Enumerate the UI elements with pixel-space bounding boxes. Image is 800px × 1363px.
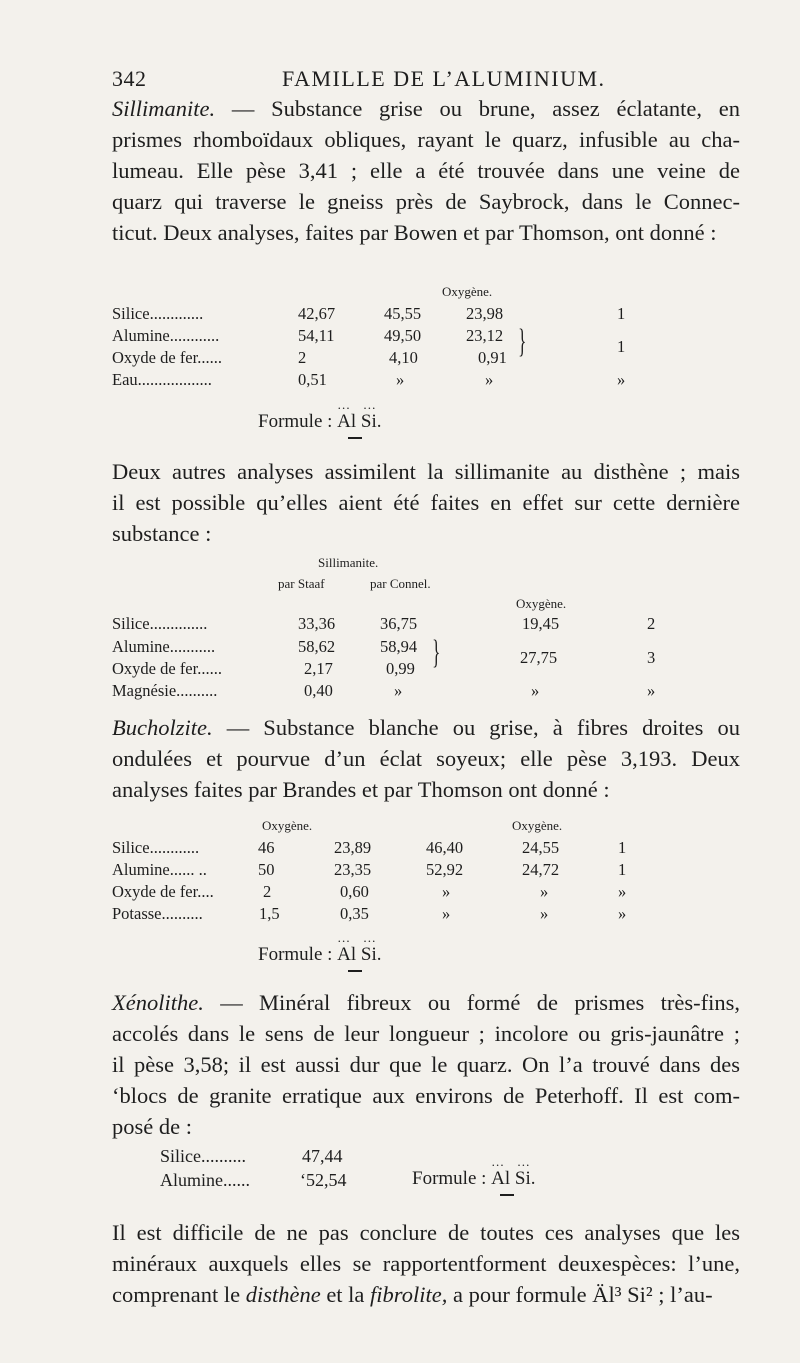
cell-value: 27,75 xyxy=(520,648,558,667)
cell-value: » xyxy=(618,882,627,901)
xenolithe-paragraph xyxy=(112,987,740,1142)
text-line: accolés dans le sens de leur longueur ; incolore ou gris-jaunâtre ; xyxy=(112,1021,740,1046)
mineral-name: Sillimanite. xyxy=(112,96,216,121)
row-label: Oxyde de fer.... xyxy=(112,882,214,901)
cell-value: 0,51 xyxy=(298,370,327,389)
cell-value: 33,36 xyxy=(298,614,336,633)
formula-label: Formule : xyxy=(258,944,333,965)
text-line: ondulées et pourvue d’un éclat soyeux; elle pèse 3,193. Deux xyxy=(112,746,740,771)
mineral-name: Bucholzite. xyxy=(112,715,213,740)
cell-value: » xyxy=(394,681,403,700)
oxygen-header: Oxygène. xyxy=(512,818,563,833)
formula-al: … Al xyxy=(491,1168,510,1190)
column-header: par Connel. xyxy=(370,576,431,591)
formula-si: … Si. xyxy=(361,944,382,966)
row-label: Silice............ xyxy=(112,838,200,857)
text-line: il pèse 3,58; il est aussi dur que le quarz. On l’a trouvé dans des xyxy=(112,1052,740,1077)
text-line: ticut. Deux analyses, faites par Bowen et par Thomson, ont donné : xyxy=(112,220,717,245)
cell-value: 46 xyxy=(258,838,275,857)
cell-value: 23,35 xyxy=(334,860,372,879)
cell-value: 24,55 xyxy=(522,838,560,857)
cell-value: 23,12 xyxy=(466,326,504,345)
cell-value: » xyxy=(442,882,451,901)
text-line: ‘blocs de granite erratique aux environs de Peterhoff. Il est com- xyxy=(112,1083,740,1108)
cell-value: 45,55 xyxy=(384,304,422,323)
cell-value: 54,11 xyxy=(298,326,335,345)
row-label: Silice............. xyxy=(112,304,204,323)
cell-value: 2 xyxy=(298,348,307,367)
row-label: Alumine............ xyxy=(112,326,220,345)
cell-value: 3 xyxy=(647,648,656,667)
cell-value: » xyxy=(617,370,626,389)
formula-al: … Al xyxy=(337,411,356,433)
formula-label: Formule : xyxy=(258,411,333,432)
cell-value: 36,75 xyxy=(380,614,418,633)
cell-value: ‘52,54 xyxy=(300,1170,347,1190)
oxygen-header: Oxygène. xyxy=(262,818,313,833)
cell-value: » xyxy=(540,882,549,901)
underline xyxy=(348,437,362,439)
formula xyxy=(258,944,382,966)
row-label: Alumine...... xyxy=(160,1170,250,1190)
cell-value: » xyxy=(647,681,656,700)
cell-value: 4,10 xyxy=(389,348,418,367)
text-line: comprenant le disthène et la fibrolite, a pour formule Äl³ Si² ; l’au- xyxy=(112,1282,713,1307)
cell-value: 2 xyxy=(263,882,272,901)
text-line: minéraux auxquels elles se rapportentforment deuxespèces: l’une, xyxy=(112,1251,740,1276)
text-line: Sillimanite. — Substance grise ou brune, assez éclatante, en xyxy=(112,96,740,121)
formula xyxy=(412,1168,536,1190)
text-line: lumeau. Elle pèse 3,41 ; elle a été trouvée dans une veine de xyxy=(112,158,740,183)
oxygen-header: Oxygène. xyxy=(442,284,493,299)
row-label: Alumine........... xyxy=(112,637,216,656)
cell-value: 0,99 xyxy=(386,659,415,678)
underline xyxy=(500,1194,514,1196)
text-line: analyses faites par Brandes et par Thomson ont donné : xyxy=(112,777,610,802)
brace: } xyxy=(518,323,527,360)
column-header: par Staaf xyxy=(278,576,325,591)
cell-value: 19,45 xyxy=(522,614,560,633)
row-label: Silice.......... xyxy=(160,1146,246,1166)
cell-value: 2,17 xyxy=(304,659,333,678)
cell-value: 46,40 xyxy=(426,838,464,857)
text-line: Deux autres analyses assimilent la sillimanite au disthène ; mais xyxy=(112,459,740,484)
cell-value: 0,91 xyxy=(478,348,507,367)
cell-value: 50 xyxy=(258,860,275,879)
cell-value: 24,72 xyxy=(522,860,560,879)
row-label: Eau.................. xyxy=(112,370,212,389)
cell-value: 58,62 xyxy=(298,637,336,656)
paragraph-2 xyxy=(112,456,740,549)
cell-value: 1 xyxy=(617,337,626,356)
page-number: 342 xyxy=(112,66,147,91)
bucholzite-paragraph xyxy=(112,712,740,805)
cell-value: » xyxy=(618,904,627,923)
row-label: Potasse.......... xyxy=(112,904,203,923)
cell-value: 52,92 xyxy=(426,860,464,879)
cell-value: 0,40 xyxy=(304,681,333,700)
cell-value: 47,44 xyxy=(302,1146,343,1166)
cell-value: 1 xyxy=(617,304,626,323)
text-line: Bucholzite. — Substance blanche ou grise, à fibres droites ou xyxy=(112,715,740,740)
formula-label: Formule : xyxy=(412,1168,487,1189)
row-label: Oxyde de fer...... xyxy=(112,659,222,678)
mineral-name: Xénolithe. xyxy=(112,990,204,1015)
running-title: FAMILLE DE L’ALUMINIUM. xyxy=(282,66,606,91)
row-label: Silice.............. xyxy=(112,614,208,633)
cell-value: 49,50 xyxy=(384,326,422,345)
cell-value: » xyxy=(540,904,549,923)
formula-si: … Si. xyxy=(361,411,382,433)
cell-value: 58,94 xyxy=(380,637,418,656)
cell-value: 23,98 xyxy=(466,304,504,323)
text-line: il est possible qu’elles aient été faites en effet sur cette dernière xyxy=(112,490,740,515)
text-line: Il est difficile de ne pas conclure de toutes ces analyses que les xyxy=(112,1220,740,1245)
text-line: substance : xyxy=(112,521,212,546)
cell-value: » xyxy=(396,370,405,389)
text-line: posé de : xyxy=(112,1114,192,1139)
underline xyxy=(348,970,362,972)
row-label: Alumine...... .. xyxy=(112,860,207,879)
formula-al: … Al xyxy=(337,944,356,966)
sillimanite-paragraph xyxy=(112,93,740,248)
cell-value: 23,89 xyxy=(334,838,372,857)
cell-value: 1,5 xyxy=(259,904,280,923)
cell-value: » xyxy=(442,904,451,923)
cell-value: 2 xyxy=(647,614,656,633)
closing-paragraph xyxy=(112,1217,740,1310)
cell-value: 0,60 xyxy=(340,882,369,901)
oxygen-header: Oxygène. xyxy=(516,596,567,611)
brace: } xyxy=(432,634,441,671)
table-title: Sillimanite. xyxy=(318,555,379,570)
formula xyxy=(258,411,382,433)
cell-value: » xyxy=(485,370,494,389)
row-label: Oxyde de fer...... xyxy=(112,348,222,367)
cell-value: 0,35 xyxy=(340,904,369,923)
cell-value: 42,67 xyxy=(298,304,336,323)
row-label: Magnésie.......... xyxy=(112,681,218,700)
cell-value: 1 xyxy=(618,838,627,857)
text-line: quarz qui traverse le gneiss près de Saybrock, dans le Connec- xyxy=(112,189,740,214)
cell-value: » xyxy=(531,681,540,700)
formula-si: … Si. xyxy=(515,1168,536,1190)
text-line: Xénolithe. — Minéral fibreux ou formé de prismes très-fins, xyxy=(112,990,740,1015)
text-line: prismes rhomboïdaux obliques, rayant le quarz, infusible au cha- xyxy=(112,127,740,152)
cell-value: 1 xyxy=(618,860,627,879)
